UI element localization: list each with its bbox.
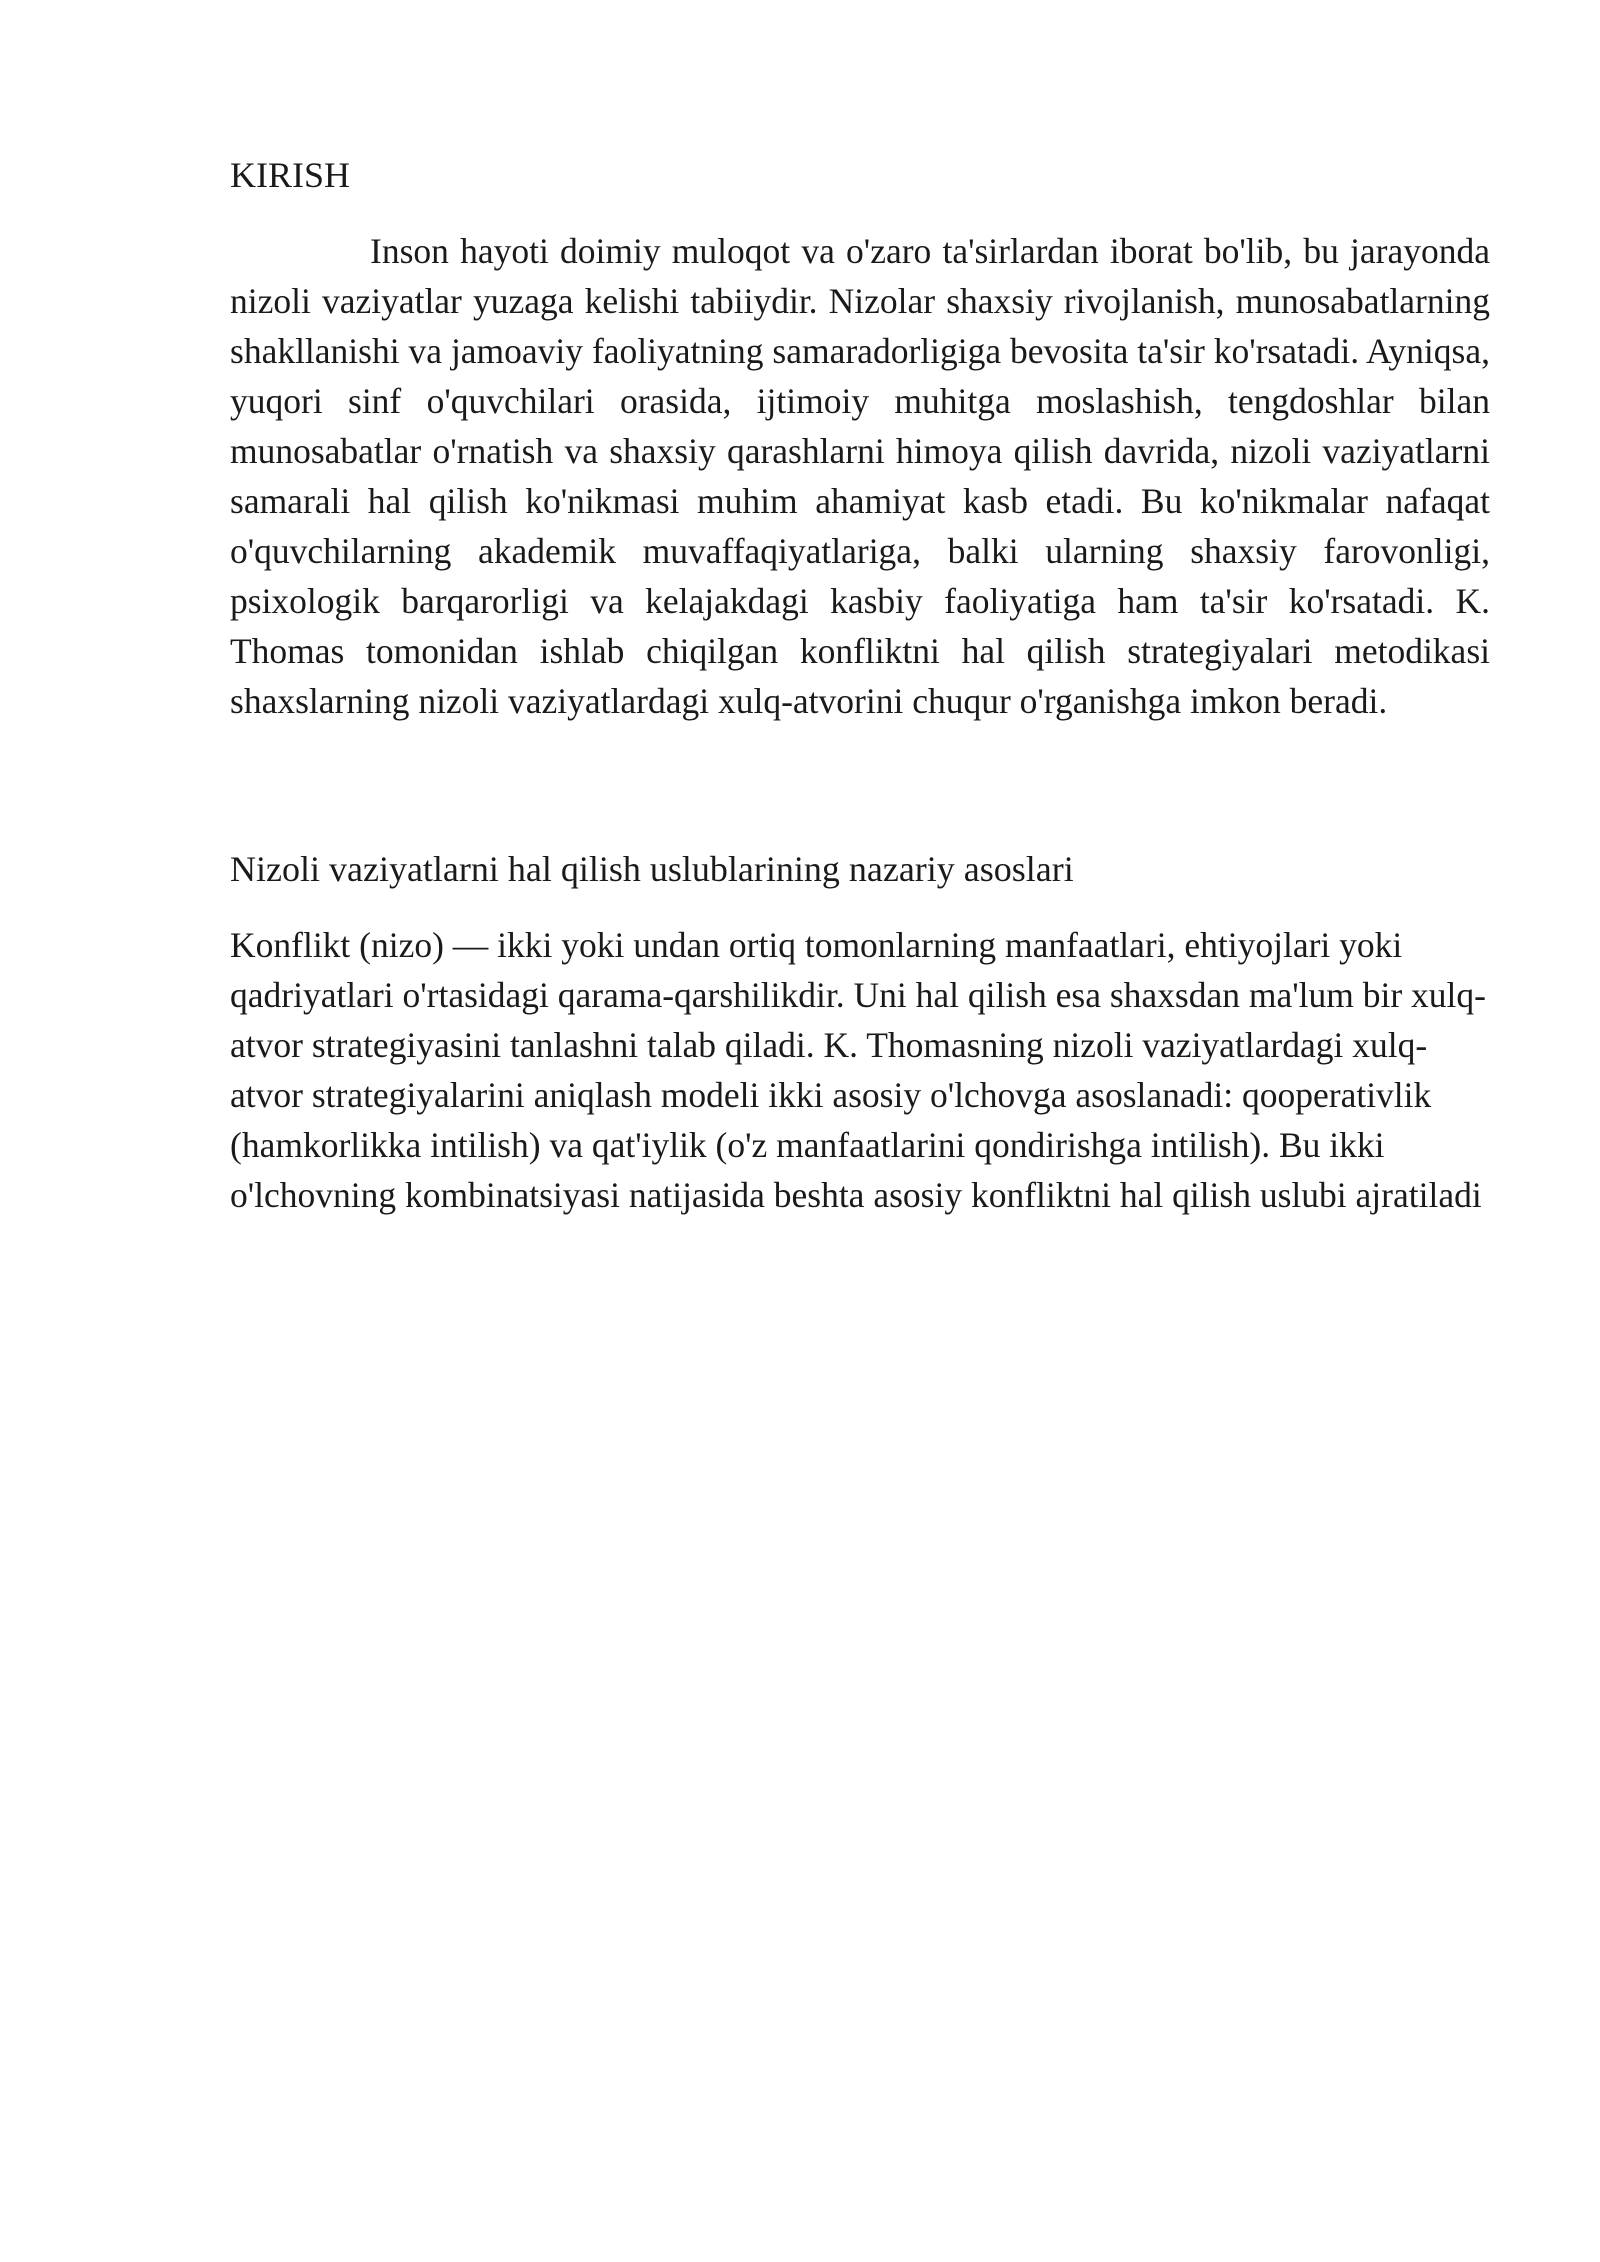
- section-paragraph: Konflikt (nizo) — ikki yoki undan ortiq tomonlarning manfaatlari, ehtiyojlari yoki qadriyatlari o'rtasidagi qarama-qarshilikdir. Uni hal qilish esa shaxsdan ma'lum bir xulq-atvor strategiyasini tanlashni talab qiladi. K. Thomasning nizoli vaziyatlardagi xulq-atvor strategiyalarini aniqlash modeli ikki asosiy o'lchovga asoslanadi: qooperativlik (hamkorlikka intilish) va qat'iylik (o'z manfaatlarini qondirishga intilish). Bu ikki o'lchovning kombinatsiyasi natijasida beshta asosiy konfliktni hal qilish uslubi ajratiladi: [230, 925, 1486, 1215]
- section-title: Nizoli vaziyatlarni hal qilish uslublarining nazariy asoslari: [230, 849, 1074, 889]
- intro-paragraph: Inson hayoti doimiy muloqot va o'zaro ta'sirlardan iborat bo'lib, bu jarayonda nizoli vaziyatlar yuzaga kelishi tabiiydir. Nizolar shaxsiy rivojlanish, munosabatlarning shakllanishi va jamoaviy faoliyatning samaradorligiga bevosita ta'sir ko'rsatadi. Ayniqsa, yuqori sinf o'quvchilari orasida, ijtimoiy muhitga moslashish, tengdoshlar bilan munosabatlar o'rnatish va shaxsiy qarashlarni himoya qilish davrida, nizoli vaziyatlarni samarali hal qilish ko'nikmasi muhim ahamiyat kasb etadi. Bu ko'nikmalar nafaqat o'quvchilarning akademik muvaffaqiyatlariga, balki ularning shaxsiy farovonligi, psixologik barqarorligi va kelajakdagi kasbiy faoliyatiga ham ta'sir ko'rsatadi. K. Thomas tomonidan ishlab chiqilgan konfliktni hal qilish strategiyalari metodikasi shaxslarning nizoli vaziyatlardagi xulq-atvorini chuqur o'rganishga imkon beradi.: [230, 231, 1490, 721]
- page-heading: KIRISH: [230, 155, 351, 195]
- document-body: [230, 150, 1490, 1220]
